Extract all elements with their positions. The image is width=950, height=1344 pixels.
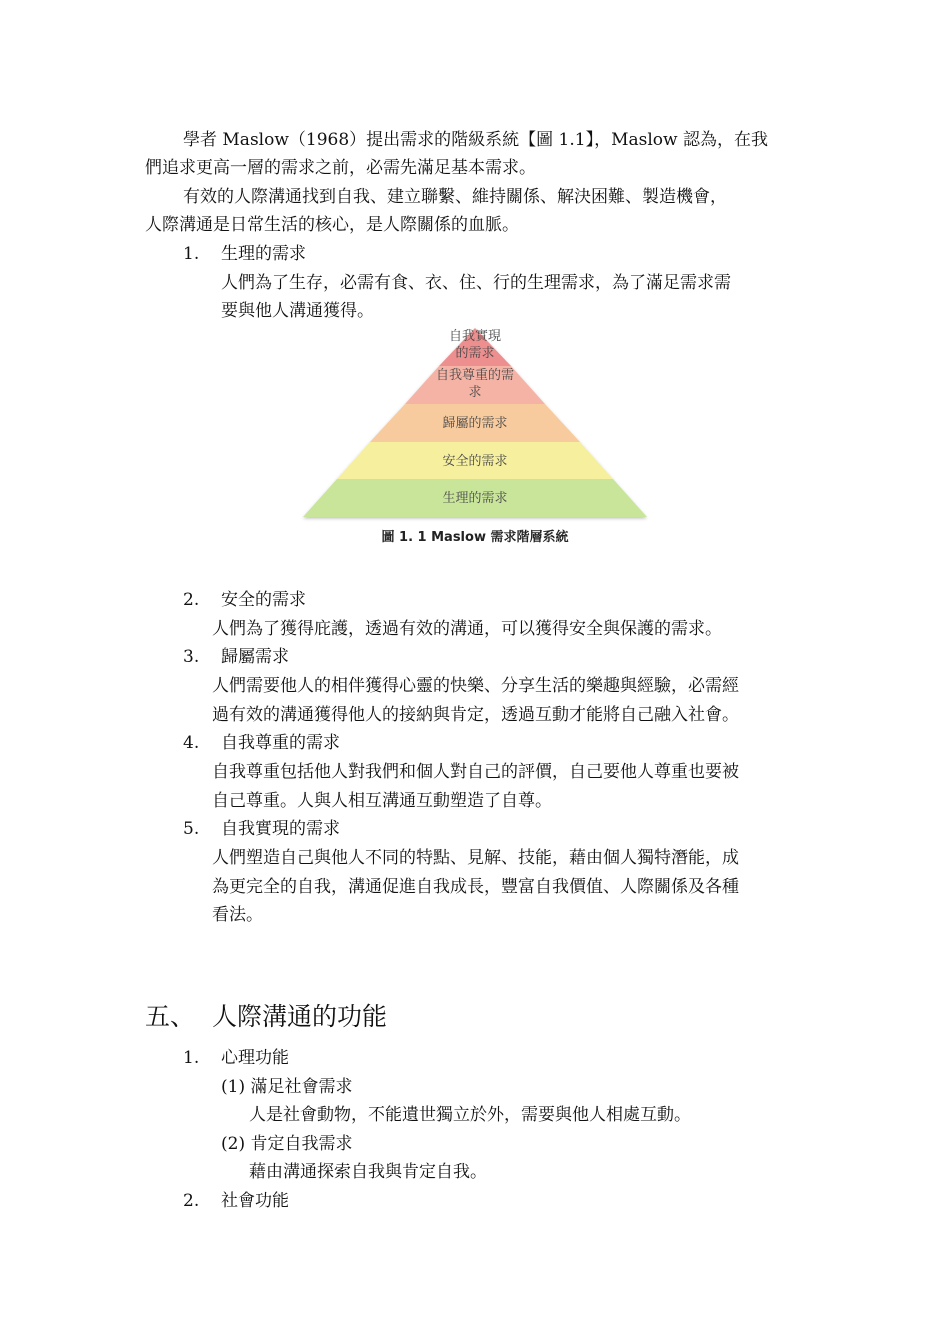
function-2-number: 2.	[183, 1191, 200, 1211]
function-1-sub1-label: (1) 滿足社會需求	[221, 1077, 353, 1097]
function-1-title: 心理功能	[221, 1048, 289, 1068]
function-1-sub2-body: 藉由溝通探索自我與肯定自我。	[249, 1162, 487, 1182]
section-title: 人際溝通的功能	[212, 1002, 388, 1031]
figure-caption: 圖 1. 1 Maslow 需求階層系統	[381, 530, 569, 545]
need-3-body-line1: 人們需要他人的相伴獲得心靈的快樂、分享生活的樂趣與經驗，必需經	[212, 676, 739, 696]
need-2-number: 2.	[183, 590, 200, 610]
need-3-title: 歸屬需求	[221, 647, 289, 667]
pyramid-label-self-actualization-line2: 的需求	[455, 346, 495, 361]
need-4-number: 4.	[183, 733, 200, 753]
intro-p2-line2: 人際溝通是日常生活的核心，是人際關係的血脈。	[145, 215, 519, 235]
need-1-body-line2: 要與他人溝通獲得。	[221, 301, 374, 321]
need-5-number: 5.	[183, 819, 200, 839]
section-number: 五、	[145, 1002, 196, 1031]
need-1-body-line1: 人們為了生存，必需有食、衣、住、行的生理需求，為了滿足需求需	[221, 273, 731, 293]
need-3-number: 3.	[183, 647, 200, 667]
pyramid-label-physiological: 生理的需求	[442, 491, 508, 506]
need-1-number: 1.	[183, 244, 200, 264]
pyramid-label-esteem-line2: 求	[468, 385, 482, 400]
need-4-title: 自我尊重的需求	[221, 733, 340, 753]
function-2-title: 社會功能	[221, 1191, 289, 1211]
need-1-title: 生理的需求	[221, 244, 306, 264]
pyramid-label-esteem-line1: 自我尊重的需	[435, 368, 515, 383]
need-3-body-line2: 過有效的溝通獲得他人的接納與肯定，透過互動才能將自己融入社會。	[212, 705, 739, 725]
pyramid-label-belonging: 歸屬的需求	[442, 416, 508, 431]
pyramid-label-safety: 安全的需求	[442, 454, 508, 469]
function-1-sub1-body: 人是社會動物，不能遺世獨立於外，需要與他人相處互動。	[249, 1105, 691, 1125]
need-5-body-line3: 看法。	[212, 905, 263, 925]
need-2-title: 安全的需求	[221, 590, 306, 610]
need-4-body-line2: 自己尊重。人與人相互溝通互動塑造了自尊。	[212, 791, 552, 811]
need-2-body-line1: 人們為了獲得庇護，透過有效的溝通，可以獲得安全與保護的需求。	[212, 619, 722, 639]
need-5-body-line2: 為更完全的自我，溝通促進自我成長，豐富自我價值、人際關係及各種	[212, 877, 739, 897]
function-1-sub2-label: (2) 肯定自我需求	[221, 1134, 353, 1154]
intro-p2-line1: 有效的人際溝通找到自我、建立聯繫、維持關係、解決困難、製造機會，	[183, 187, 727, 207]
need-5-body-line1: 人們塑造自己與他人不同的特點、見解、技能，藉由個人獨特潛能，成	[212, 848, 739, 868]
intro-p1-line1: 學者 Maslow（1968）提出需求的階級系統【圖 1.1】，Maslow 認為，在我	[183, 130, 768, 150]
need-5-title: 自我實現的需求	[221, 819, 340, 839]
function-1-number: 1.	[183, 1048, 200, 1068]
need-4-body-line1: 自我尊重包括他人對我們和個人對自己的評價，自己要他人尊重也要被	[212, 762, 739, 782]
intro-p1-line2: 們追求更高一層的需求之前，必需先滿足基本需求。	[145, 158, 536, 178]
pyramid-label-self-actualization-line1: 自我實現	[448, 329, 502, 344]
maslow-pyramid	[300, 318, 650, 524]
